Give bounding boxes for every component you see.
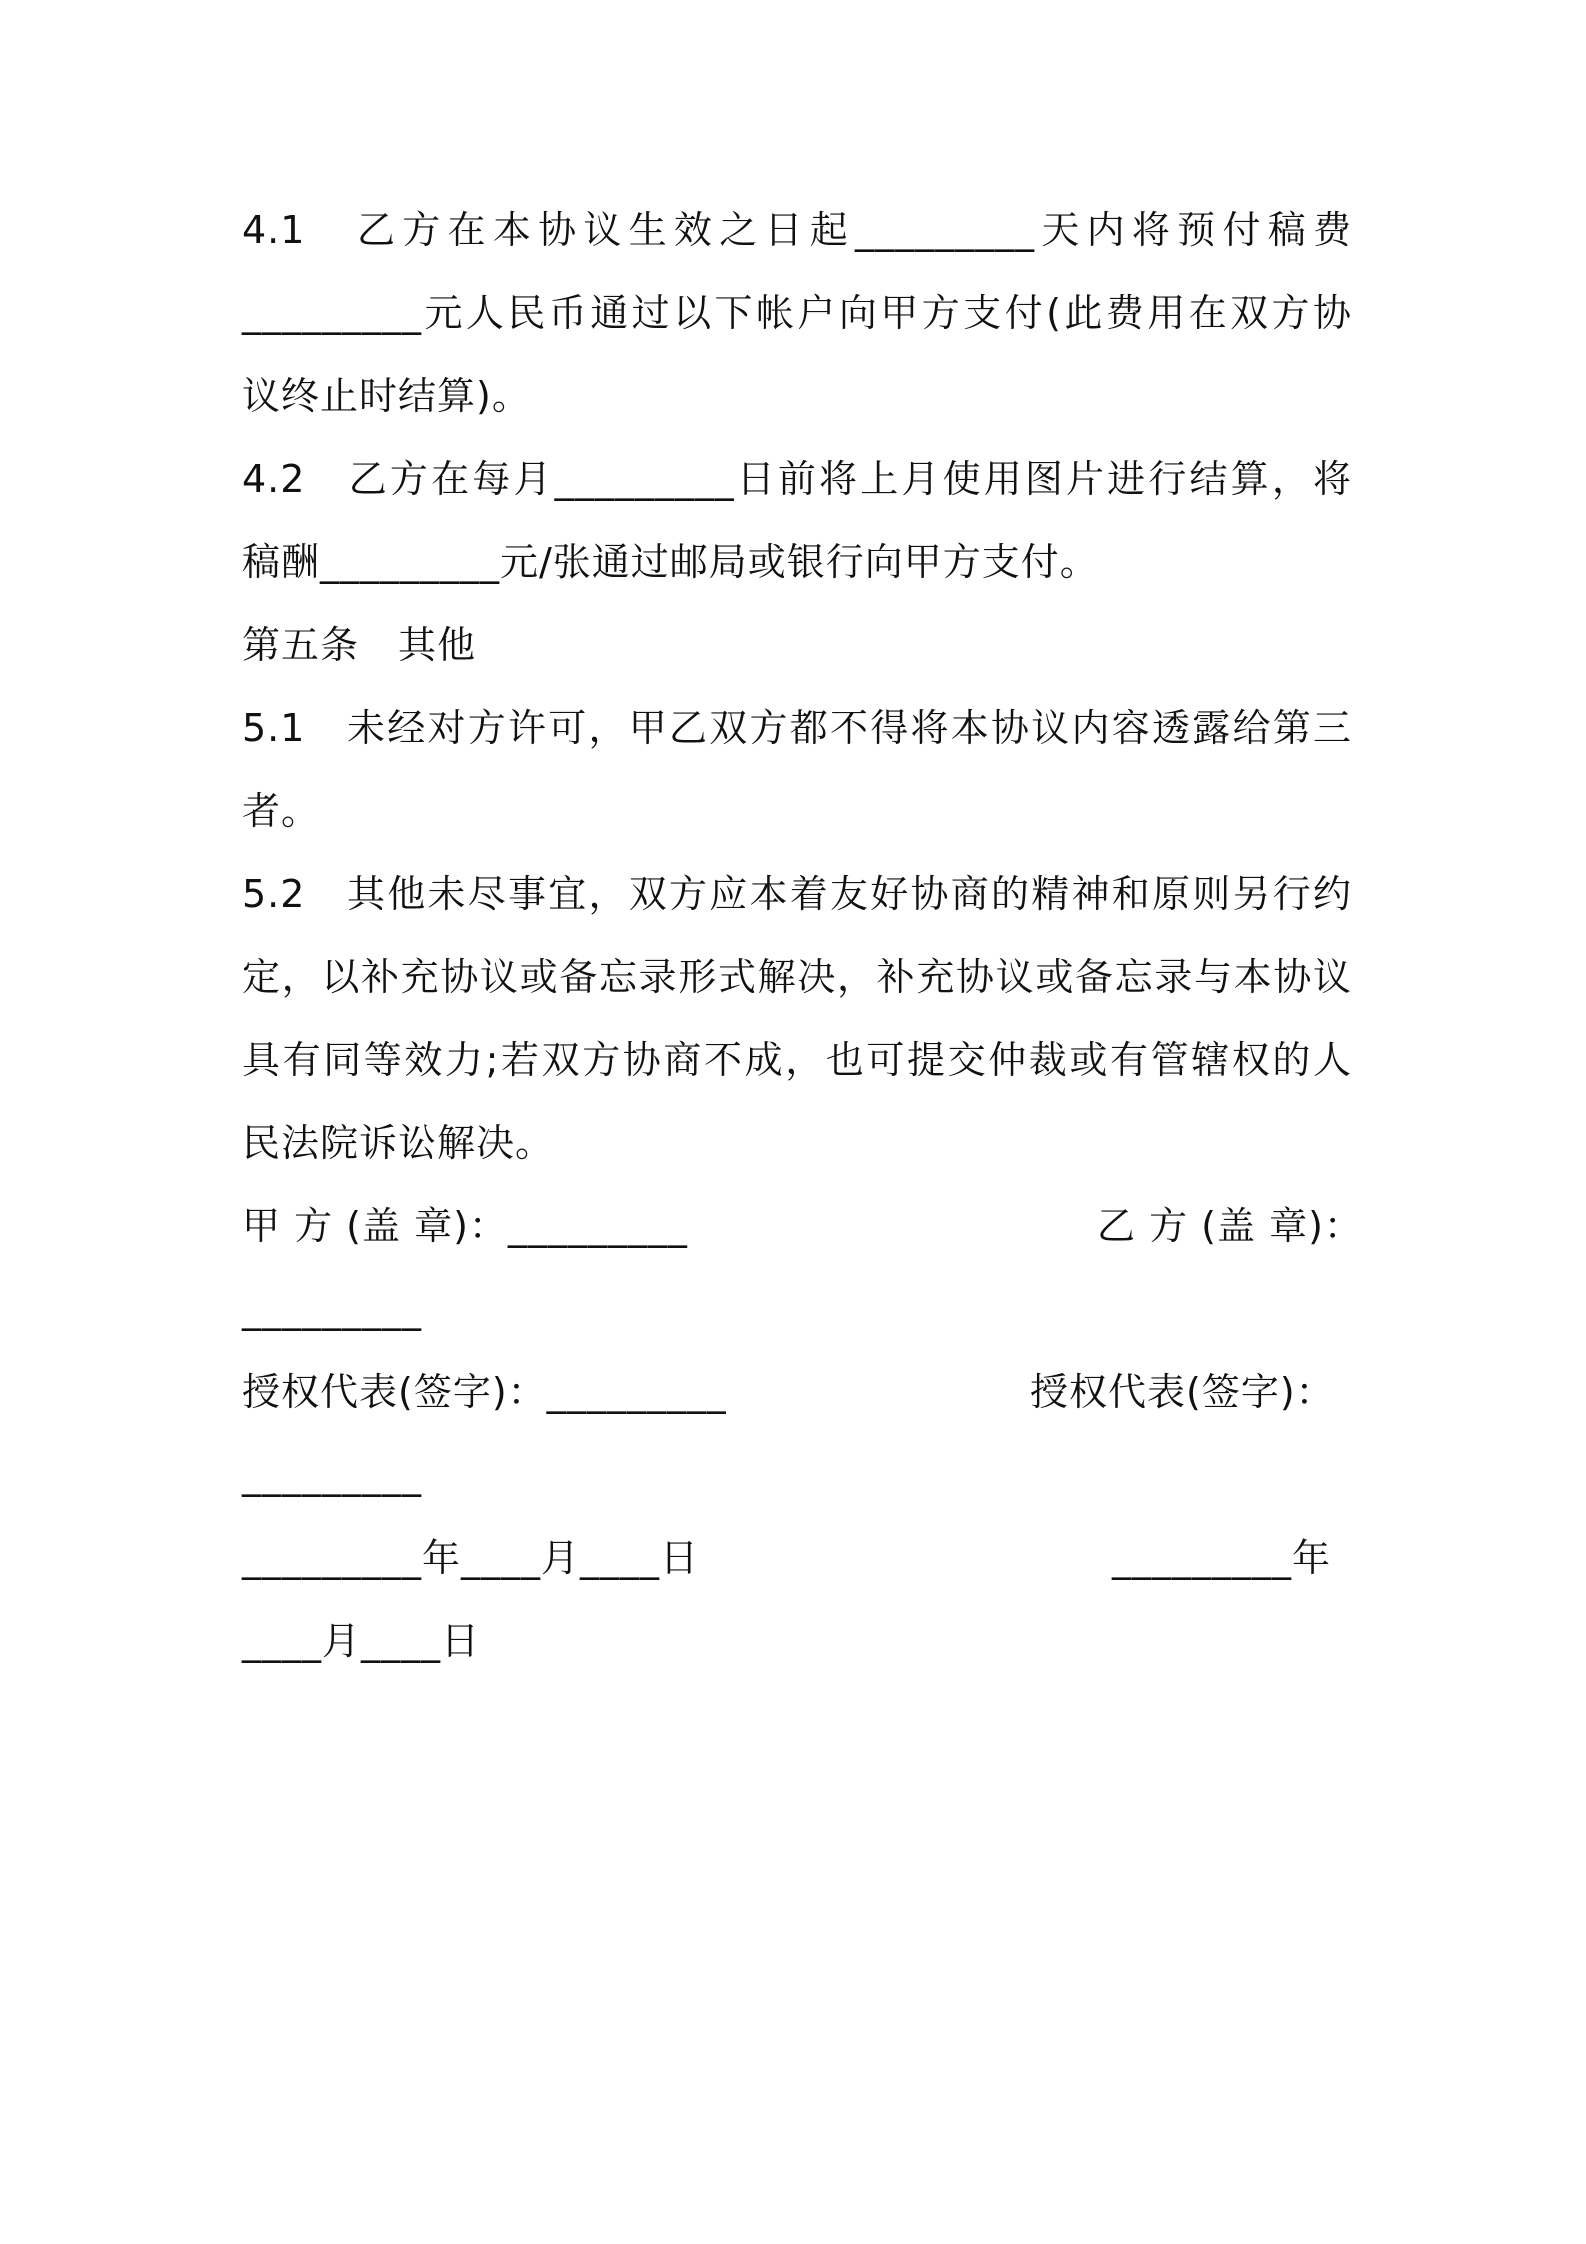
party-a-seal: 甲 方 (盖 章)：_________ [242,1204,688,1248]
party-a-representative: 授权代表(签字)：_________ [242,1370,727,1414]
clause-5-1-line-2: 者。 [242,789,321,833]
article-5-heading: 第五条 其他 [242,623,477,667]
party-b-date-year: _________年 [1112,1536,1332,1580]
clause-4-2-line-1: 4.2 乙方在每月_________日前将上月使用图片进行结算，将 [242,457,1352,501]
party-b-seal-blank: _________ [242,1287,422,1331]
party-b-representative: 授权代表(签字)： [1030,1370,1335,1414]
party-b-date-rest: ____月____日 [242,1619,481,1663]
clause-4-1-line-3: 议终止时结算)。 [242,374,531,418]
clause-4-2-line-2: 稿酬_________元/张通过邮局或银行向甲方支付。 [242,540,1099,584]
clause-4-1-line-2: _________元人民币通过以下帐户向甲方支付(此费用在双方协 [242,291,1352,335]
clause-5-2-line-3: 具有同等效力;若双方协商不成，也可提交仲裁或有管辖权的人 [242,1038,1352,1082]
clause-4-1-line-1: 4.1 乙方在本协议生效之日起_________天内将预付稿费 [242,208,1352,252]
clause-5-2-line-2: 定，以补充协议或备忘录形式解决，补充协议或备忘录与本协议 [242,955,1352,999]
party-b-seal: 乙 方 (盖 章)： [1097,1204,1363,1248]
party-b-representative-blank: _________ [242,1453,422,1497]
party-a-date: _________年____月____日 [242,1536,700,1580]
clause-5-2-line-1: 5.2 其他未尽事宜，双方应本着友好协商的精神和原则另行约 [242,872,1352,916]
clause-5-2-line-4: 民法院诉讼解决。 [242,1121,555,1165]
clause-5-1-line-1: 5.1 未经对方许可，甲乙双方都不得将本协议内容透露给第三 [242,706,1352,750]
